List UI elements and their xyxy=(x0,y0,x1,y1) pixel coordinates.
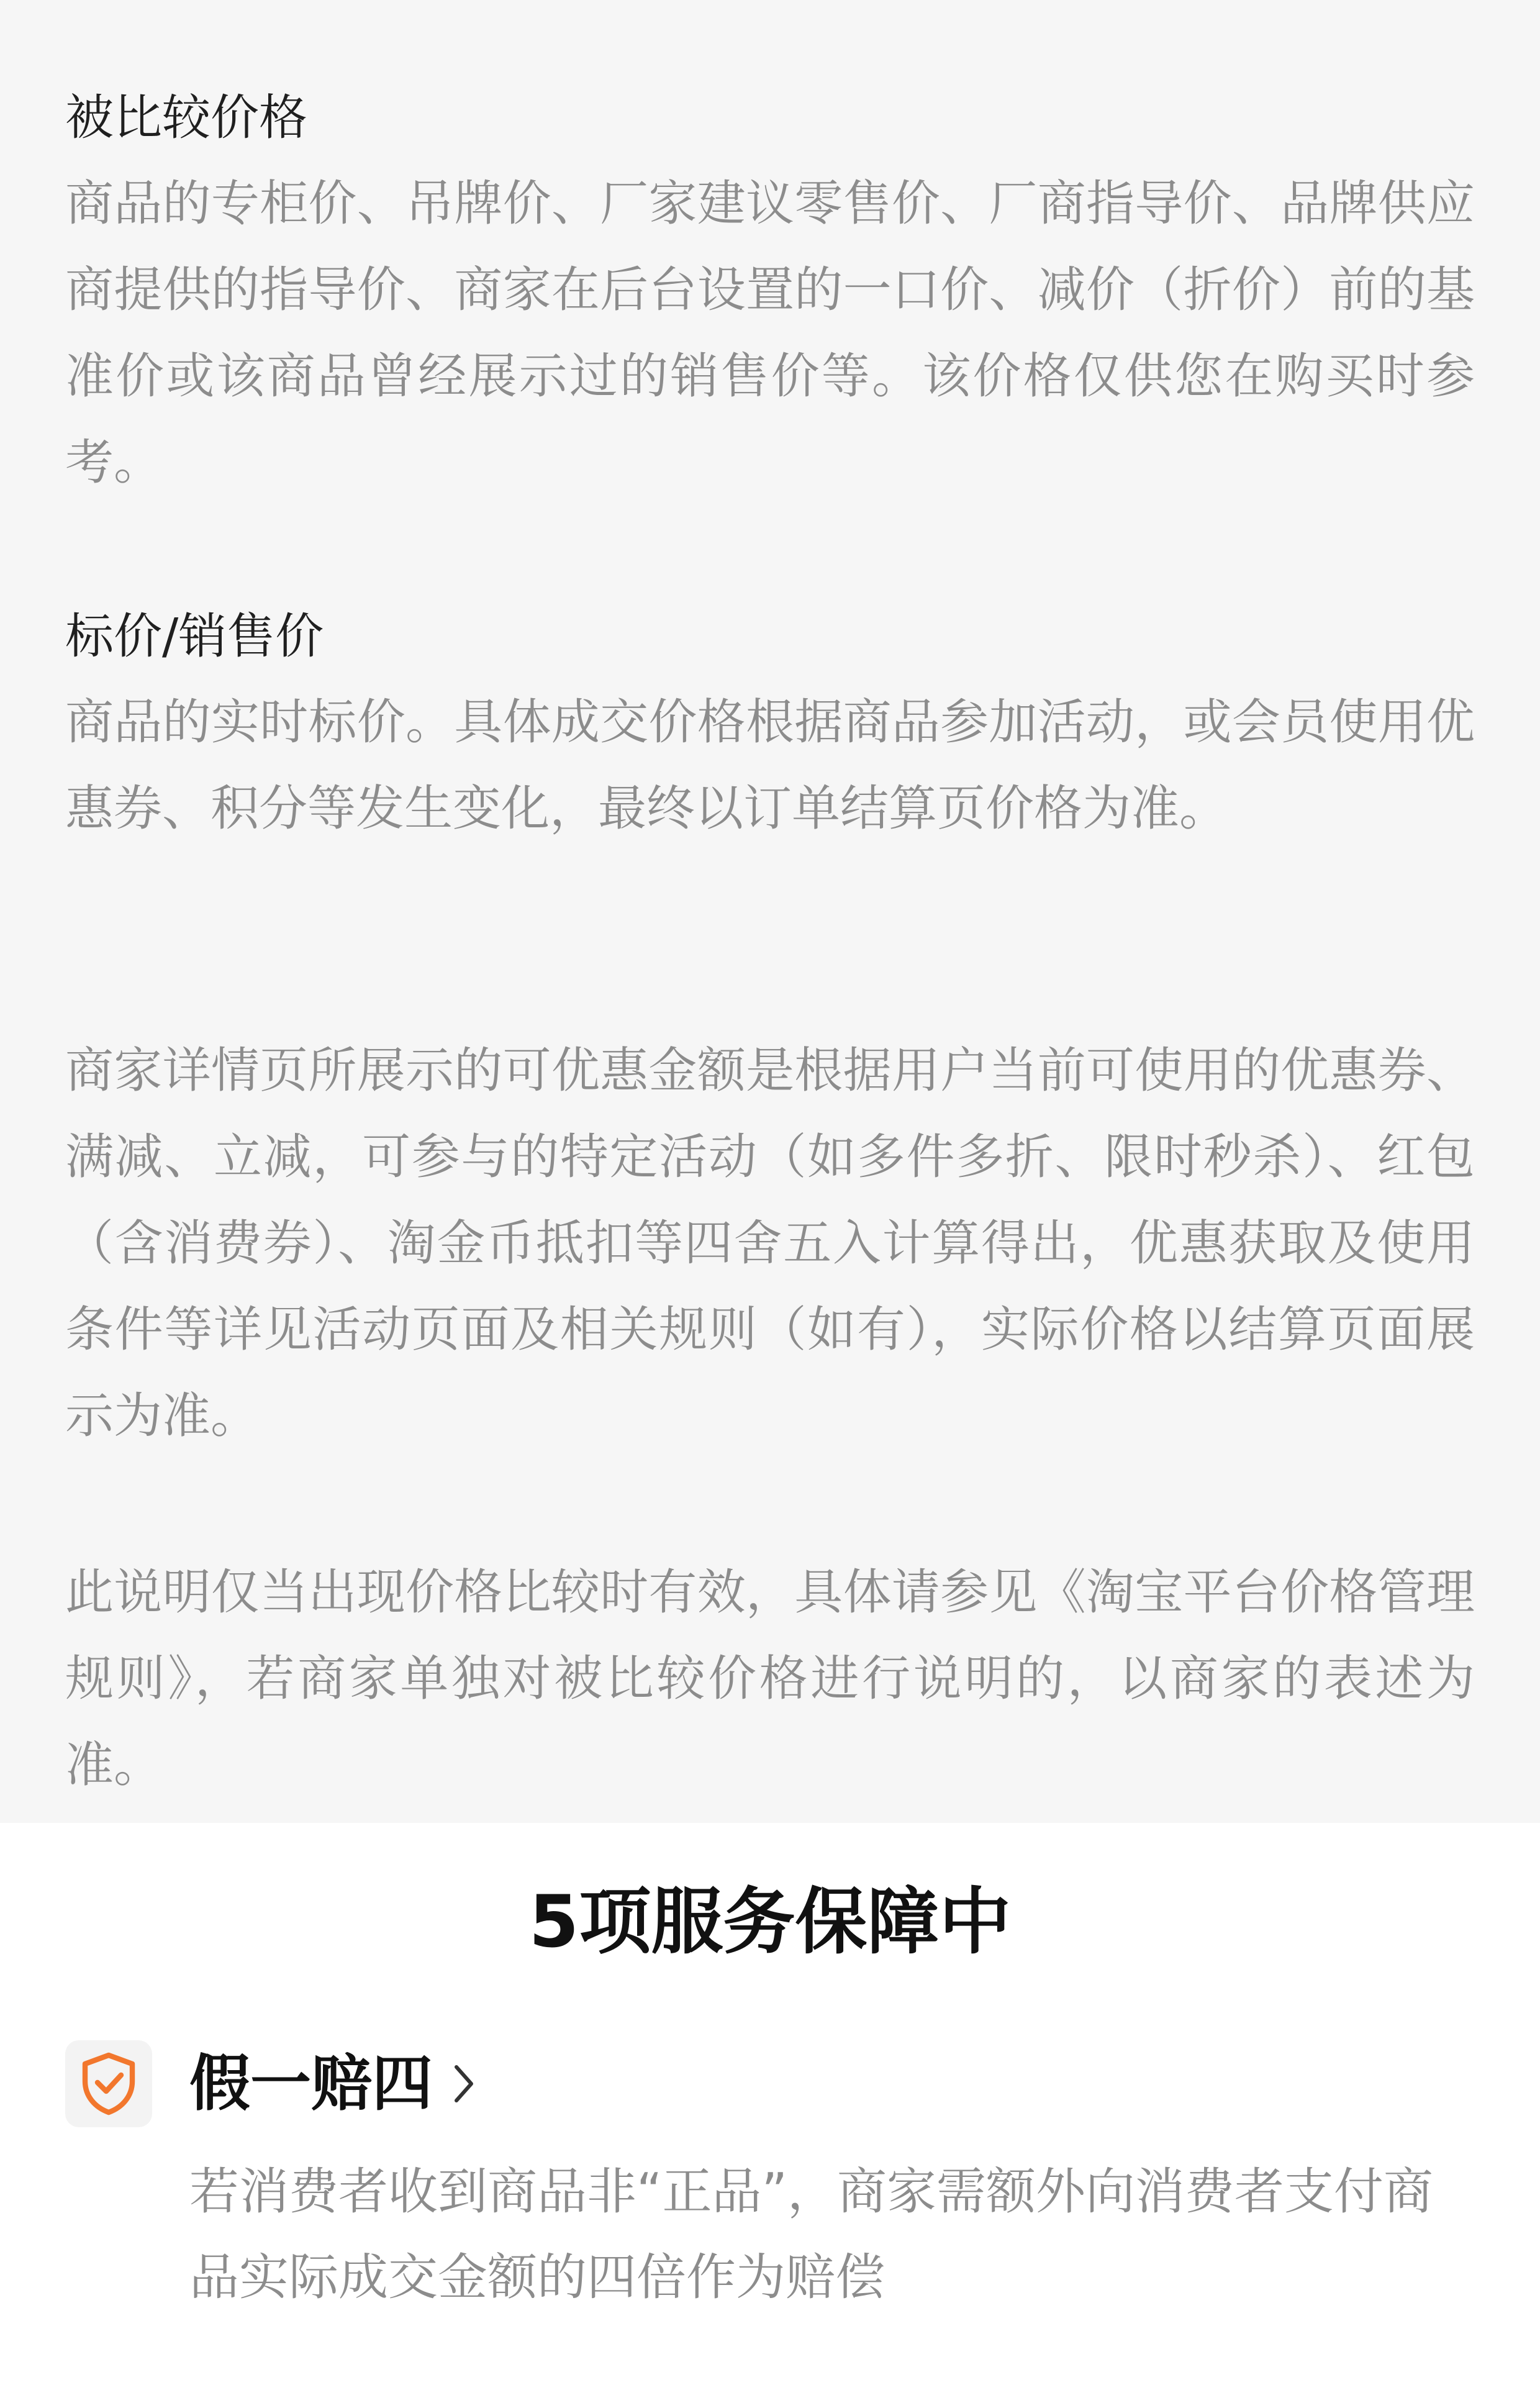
service-guarantee-panel xyxy=(0,1823,1540,2385)
discount-note-section xyxy=(65,1028,1475,1460)
compare-price-text: 商品的专柜价、吊牌价、厂家建议零售价、厂商指导价、品牌供应商提供的指导价、商家在后台设置的一口价、减价（折价）前的基准价或该商品曾经展示过的销售价等。该价格仅供您在购买时参考。 xyxy=(65,176,1475,491)
service-description: 若消费者收到商品非“正品”，商家需额外向消费者支付商品实际成交金额的四倍作为赔偿 xyxy=(189,2163,1433,2306)
list-price-section xyxy=(65,606,1475,852)
chevron-right-icon[interactable] xyxy=(451,2062,476,2106)
services-title: 5项服务保障中 xyxy=(528,1880,1012,1964)
validity-note-section xyxy=(65,1550,1475,1809)
validity-note-text: 此说明仅当出现价格比较时有效，具体请参见《淘宝平台价格管理规则》，若商家单独对被比较价格进行说明的，以商家的表述为准。 xyxy=(65,1565,1475,1793)
discount-note-text: 商家详情页所展示的可优惠金额是根据用户当前可使用的优惠券、满减、立减，可参与的特定活动（如多件多折、限时秒杀）、红包（含消费券）、淘金币抵扣等四舍五入计算得出，优惠获取及使用条件等详见活动页面及相关规则（如有），实际价格以结算页面展示为准。 xyxy=(65,1043,1475,1444)
service-item-fake-compensation[interactable] xyxy=(65,2040,1481,2326)
compare-price-heading: 被比较价格 xyxy=(65,90,308,146)
shield-check-icon xyxy=(65,2040,152,2127)
service-name[interactable]: 假一赔四 xyxy=(189,2048,433,2119)
service-name-row[interactable] xyxy=(189,2040,476,2127)
compare-price-section xyxy=(65,87,1475,506)
list-price-heading: 标价/销售价 xyxy=(65,609,324,665)
list-price-text: 商品的实时标价。具体成交价格根据商品参加活动，或会员使用优惠券、积分等发生变化，最终以订单结算页价格为准。 xyxy=(65,694,1475,837)
